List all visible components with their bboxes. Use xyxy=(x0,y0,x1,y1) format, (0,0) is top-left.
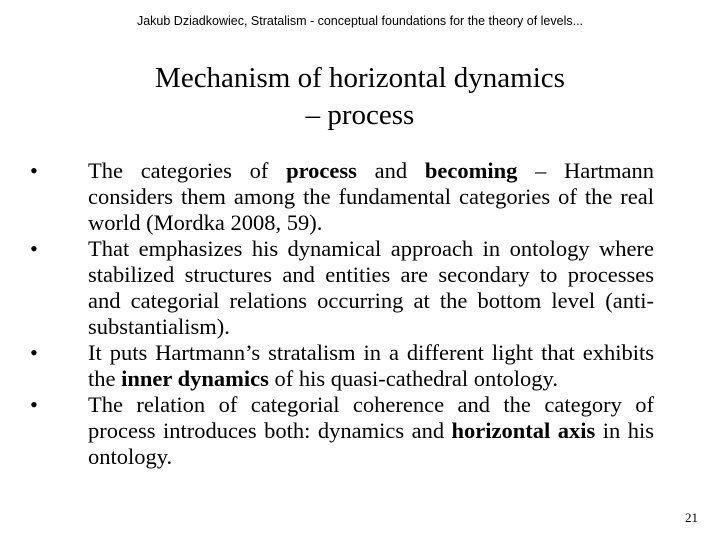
bullet-list xyxy=(30,158,654,470)
slide-title xyxy=(60,60,660,134)
bullet-item xyxy=(30,236,654,340)
bullet-text-segment: The relation of categorial coherence and the category of process introduces both: dynamics and xyxy=(88,392,654,443)
bullet-dot-icon: • xyxy=(30,392,38,417)
page-number: 21 xyxy=(685,510,698,525)
bullet-item xyxy=(30,392,654,470)
bullet-text-bold-segment: inner dynamics xyxy=(121,366,269,391)
bullet-text xyxy=(88,392,654,469)
bullet-item xyxy=(30,158,654,236)
bullet-text-segment: That emphasizes his dynamical approach in ontology where stabilized structures and entities are secondary to processes and categorial relations occurring at the bottom level (anti-substantialism). xyxy=(88,236,654,339)
bullet-text-segment: It puts Hartmann’s stratalism in a different light that exhibits the xyxy=(88,340,654,391)
bullet-dot-icon: • xyxy=(30,236,38,261)
slide-title-line-1: Mechanism of horizontal dynamics xyxy=(155,62,565,94)
bullet-text-segment: and xyxy=(356,158,425,183)
running-header: Jakub Dziadkowiec, Stratalism - conceptual foundations for the theory of levels... xyxy=(136,14,584,28)
bullet-text xyxy=(88,236,654,339)
bullet-text-segment: The categories of xyxy=(88,158,287,183)
bullet-dot-icon: • xyxy=(30,340,38,365)
bullet-text-bold-segment: horizontal axis xyxy=(451,418,596,443)
bullet-text-segment: in his ontology. xyxy=(88,418,654,469)
bullet-text-segment: – Hartmann considers them among the fundamental categories of the real world (Mordka 2008, 59). xyxy=(88,158,654,235)
bullet-item xyxy=(30,340,654,392)
bullet-text-bold-segment: becoming xyxy=(424,158,518,183)
bullet-text xyxy=(88,340,654,391)
slide-title-line-2: – process xyxy=(305,99,415,131)
bullet-text-bold-segment: process xyxy=(286,158,357,183)
bullet-text-segment: of his quasi-cathedral ontology. xyxy=(268,366,558,391)
bullet-text xyxy=(88,158,654,235)
bullet-dot-icon: • xyxy=(30,158,38,183)
